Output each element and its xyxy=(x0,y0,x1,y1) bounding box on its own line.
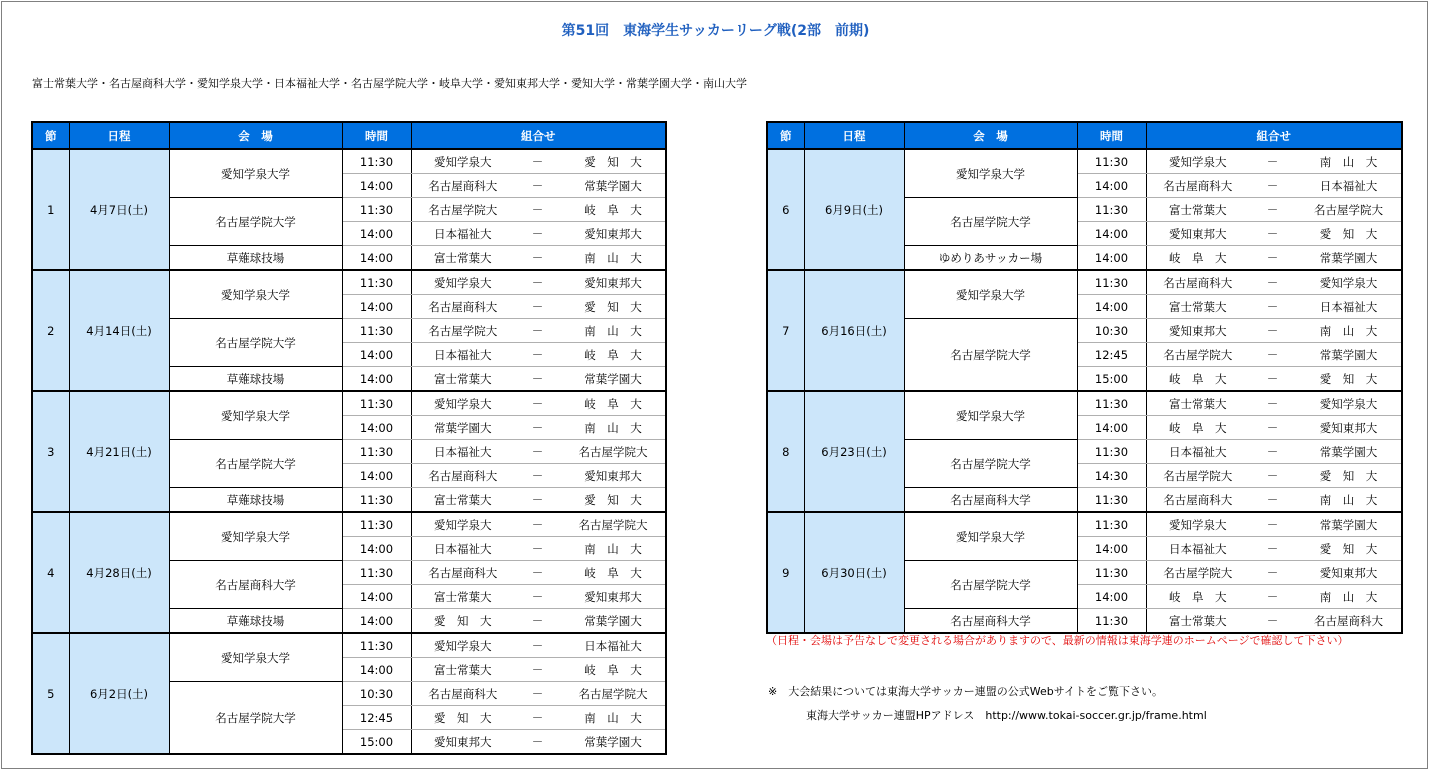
venue: ゆめりあサッカー場 xyxy=(904,246,1077,271)
away-team: 愛 知 大 xyxy=(1296,222,1402,246)
venue: 愛知学泉大学 xyxy=(169,149,342,198)
versus-dash: － xyxy=(1249,416,1296,440)
versus-dash: － xyxy=(514,319,561,343)
home-team: 富士常葉大 xyxy=(411,367,514,392)
venue: 愛知学泉大学 xyxy=(904,149,1077,198)
round-number: 1 xyxy=(32,149,69,270)
round-number: 2 xyxy=(32,270,69,391)
versus-dash: － xyxy=(514,464,561,488)
round-number: 6 xyxy=(767,149,804,270)
away-team: 岐 阜 大 xyxy=(561,343,666,367)
venue: 名古屋学院大学 xyxy=(904,319,1077,392)
table-header-row xyxy=(767,122,1402,149)
match-date: 6月30日(土) xyxy=(804,512,904,633)
home-team: 岐 阜 大 xyxy=(1146,416,1249,440)
versus-dash: － xyxy=(1249,512,1296,537)
header-time: 時間 xyxy=(342,122,411,149)
header-match: 組合せ xyxy=(411,122,666,149)
away-team: 名古屋学院大 xyxy=(561,440,666,464)
venue: 草薙球技場 xyxy=(169,609,342,634)
versus-dash: － xyxy=(514,488,561,513)
away-team: 名古屋学院大 xyxy=(1296,198,1402,222)
home-team: 日本福祉大 xyxy=(411,222,514,246)
kickoff-time: 11:30 xyxy=(1077,440,1146,464)
away-team: 南 山 大 xyxy=(1296,149,1402,174)
venue: 愛知学泉大学 xyxy=(169,633,342,682)
away-team: 常葉学園大 xyxy=(561,609,666,634)
versus-dash: － xyxy=(1249,537,1296,561)
kickoff-time: 11:30 xyxy=(342,198,411,222)
home-team: 名古屋商科大 xyxy=(411,561,514,585)
away-team: 南 山 大 xyxy=(561,416,666,440)
away-team: 愛知東邦大 xyxy=(561,270,666,295)
versus-dash: － xyxy=(1249,270,1296,295)
away-team: 常葉学園大 xyxy=(1296,440,1402,464)
home-team: 名古屋商科大 xyxy=(1146,488,1249,513)
versus-dash: － xyxy=(1249,149,1296,174)
home-team: 富士常葉大 xyxy=(1146,391,1249,416)
venue: 愛知学泉大学 xyxy=(904,270,1077,319)
kickoff-time: 11:30 xyxy=(1077,198,1146,222)
away-team: 愛知学泉大 xyxy=(1296,270,1402,295)
home-team: 愛知学泉大 xyxy=(411,633,514,658)
home-team: 名古屋学院大 xyxy=(1146,343,1249,367)
kickoff-time: 14:00 xyxy=(342,367,411,392)
home-team: 名古屋商科大 xyxy=(411,682,514,706)
home-team: 富士常葉大 xyxy=(1146,295,1249,319)
versus-dash: － xyxy=(1249,343,1296,367)
versus-dash: － xyxy=(514,174,561,198)
home-team: 名古屋商科大 xyxy=(411,174,514,198)
away-team: 日本福祉大 xyxy=(561,633,666,658)
round-number: 7 xyxy=(767,270,804,391)
versus-dash: － xyxy=(514,343,561,367)
table-row xyxy=(767,149,1402,174)
table-row xyxy=(32,149,666,174)
kickoff-time: 14:00 xyxy=(1077,585,1146,609)
kickoff-time: 11:30 xyxy=(342,149,411,174)
kickoff-time: 14:00 xyxy=(342,658,411,682)
away-team: 愛知学泉大 xyxy=(1296,391,1402,416)
away-team: 愛知東邦大 xyxy=(1296,561,1402,585)
round-number: 4 xyxy=(32,512,69,633)
away-team: 岐 阜 大 xyxy=(561,198,666,222)
versus-dash: － xyxy=(514,198,561,222)
kickoff-time: 11:30 xyxy=(1077,270,1146,295)
venue: 愛知学泉大学 xyxy=(169,391,342,440)
versus-dash: － xyxy=(514,682,561,706)
versus-dash: － xyxy=(1249,391,1296,416)
versus-dash: － xyxy=(514,633,561,658)
kickoff-time: 11:30 xyxy=(342,391,411,416)
kickoff-time: 14:00 xyxy=(342,222,411,246)
header-date: 日程 xyxy=(69,122,169,149)
versus-dash: － xyxy=(1249,246,1296,271)
kickoff-time: 14:00 xyxy=(342,609,411,634)
away-team: 愛 知 大 xyxy=(561,488,666,513)
match-date: 6月16日(土) xyxy=(804,270,904,391)
home-team: 愛 知 大 xyxy=(411,706,514,730)
kickoff-time: 15:00 xyxy=(1077,367,1146,392)
away-team: 南 山 大 xyxy=(561,319,666,343)
federation-url: 東海大学サッカー連盟HPアドレス http://www.tokai-soccer.gr.jp/frame.html xyxy=(806,709,1207,722)
header-round: 節 xyxy=(767,122,804,149)
versus-dash: － xyxy=(514,222,561,246)
header-venue: 会 場 xyxy=(169,122,342,149)
venue: 名古屋学院大学 xyxy=(904,198,1077,246)
venue: 愛知学泉大学 xyxy=(904,391,1077,440)
away-team: 常葉学園大 xyxy=(1296,246,1402,271)
kickoff-time: 14:00 xyxy=(1077,295,1146,319)
away-team: 名古屋商科大 xyxy=(1296,609,1402,634)
kickoff-time: 10:30 xyxy=(342,682,411,706)
away-team: 南 山 大 xyxy=(1296,488,1402,513)
away-team: 愛 知 大 xyxy=(561,295,666,319)
versus-dash: － xyxy=(514,149,561,174)
kickoff-time: 14:00 xyxy=(342,246,411,271)
away-team: 愛知東邦大 xyxy=(561,585,666,609)
home-team: 名古屋学院大 xyxy=(1146,561,1249,585)
home-team: 愛知東邦大 xyxy=(1146,319,1249,343)
versus-dash: － xyxy=(514,706,561,730)
home-team: 愛知学泉大 xyxy=(411,149,514,174)
away-team: 日本福祉大 xyxy=(1296,295,1402,319)
schedule-change-notice: （日程・会場は予告なしで変更される場合がありますので、最新の情報は東海学連のホームページで確認して下さい） xyxy=(766,634,1349,647)
schedule-table-rounds-6-9 xyxy=(766,121,1403,634)
venue: 愛知学泉大学 xyxy=(169,270,342,319)
table-row xyxy=(32,270,666,295)
away-team: 岐 阜 大 xyxy=(561,391,666,416)
header-match: 組合せ xyxy=(1146,122,1402,149)
header-time: 時間 xyxy=(1077,122,1146,149)
home-team: 名古屋商科大 xyxy=(411,464,514,488)
away-team: 日本福祉大 xyxy=(1296,174,1402,198)
versus-dash: － xyxy=(514,537,561,561)
round-number: 3 xyxy=(32,391,69,512)
kickoff-time: 11:30 xyxy=(1077,561,1146,585)
kickoff-time: 14:00 xyxy=(342,295,411,319)
away-team: 常葉学園大 xyxy=(1296,343,1402,367)
venue: 名古屋学院大学 xyxy=(169,440,342,488)
home-team: 愛知学泉大 xyxy=(411,512,514,537)
home-team: 岐 阜 大 xyxy=(1146,246,1249,271)
match-date: 6月9日(土) xyxy=(804,149,904,270)
away-team: 愛 知 大 xyxy=(561,149,666,174)
home-team: 名古屋商科大 xyxy=(1146,270,1249,295)
home-team: 富士常葉大 xyxy=(411,585,514,609)
versus-dash: － xyxy=(1249,440,1296,464)
versus-dash: － xyxy=(1249,488,1296,513)
home-team: 日本福祉大 xyxy=(1146,440,1249,464)
away-team: 愛 知 大 xyxy=(1296,367,1402,392)
home-team: 常葉学園大 xyxy=(411,416,514,440)
versus-dash: － xyxy=(514,440,561,464)
versus-dash: － xyxy=(514,585,561,609)
away-team: 南 山 大 xyxy=(1296,585,1402,609)
kickoff-time: 14:00 xyxy=(1077,537,1146,561)
table-row xyxy=(767,270,1402,295)
kickoff-time: 11:30 xyxy=(342,512,411,537)
venue: 名古屋学院大学 xyxy=(904,440,1077,488)
away-team: 岐 阜 大 xyxy=(561,658,666,682)
home-team: 愛知学泉大 xyxy=(1146,512,1249,537)
table-row xyxy=(32,633,666,658)
kickoff-time: 14:00 xyxy=(1077,416,1146,440)
versus-dash: － xyxy=(514,246,561,271)
home-team: 愛知学泉大 xyxy=(1146,149,1249,174)
versus-dash: － xyxy=(1249,561,1296,585)
away-team: 愛知東邦大 xyxy=(561,464,666,488)
results-notice: ※ 大会結果については東海大学サッカー連盟の公式Webサイトをご覧下さい。 xyxy=(768,685,1163,698)
match-date: 6月23日(土) xyxy=(804,391,904,512)
versus-dash: － xyxy=(1249,585,1296,609)
round-number: 5 xyxy=(32,633,69,754)
venue: 名古屋学院大学 xyxy=(169,198,342,246)
venue: 名古屋学院大学 xyxy=(169,319,342,367)
table-row xyxy=(32,512,666,537)
away-team: 南 山 大 xyxy=(561,246,666,271)
versus-dash: － xyxy=(1249,198,1296,222)
match-date: 4月21日(土) xyxy=(69,391,169,512)
away-team: 常葉学園大 xyxy=(561,367,666,392)
table-header-row xyxy=(32,122,666,149)
kickoff-time: 14:00 xyxy=(342,585,411,609)
home-team: 名古屋商科大 xyxy=(1146,174,1249,198)
participating-teams: 富士常葉大学・名古屋商科大学・愛知学泉大学・日本福祉大学・名古屋学院大学・岐阜大学・愛知東邦大学・愛知大学・常葉学園大学・南山大学 xyxy=(32,77,747,90)
home-team: 富士常葉大 xyxy=(411,658,514,682)
versus-dash: － xyxy=(1249,609,1296,634)
match-date: 4月28日(土) xyxy=(69,512,169,633)
venue: 愛知学泉大学 xyxy=(169,512,342,561)
versus-dash: － xyxy=(514,367,561,392)
kickoff-time: 11:30 xyxy=(1077,149,1146,174)
away-team: 名古屋学院大 xyxy=(561,682,666,706)
kickoff-time: 11:30 xyxy=(342,440,411,464)
away-team: 愛知東邦大 xyxy=(1296,416,1402,440)
home-team: 日本福祉大 xyxy=(411,343,514,367)
home-team: 愛知学泉大 xyxy=(411,270,514,295)
versus-dash: － xyxy=(1249,319,1296,343)
home-team: 愛知東邦大 xyxy=(411,730,514,755)
match-date: 4月14日(土) xyxy=(69,270,169,391)
header-venue: 会 場 xyxy=(904,122,1077,149)
kickoff-time: 11:30 xyxy=(342,633,411,658)
versus-dash: － xyxy=(514,609,561,634)
home-team: 岐 阜 大 xyxy=(1146,585,1249,609)
table-row xyxy=(32,391,666,416)
kickoff-time: 11:30 xyxy=(1077,512,1146,537)
home-team: 名古屋学院大 xyxy=(411,319,514,343)
venue: 愛知学泉大学 xyxy=(904,512,1077,561)
home-team: 愛 知 大 xyxy=(411,609,514,634)
versus-dash: － xyxy=(1249,464,1296,488)
kickoff-time: 14:00 xyxy=(342,464,411,488)
home-team: 名古屋学院大 xyxy=(1146,464,1249,488)
kickoff-time: 11:30 xyxy=(1077,391,1146,416)
away-team: 愛 知 大 xyxy=(1296,537,1402,561)
venue: 草薙球技場 xyxy=(169,246,342,271)
kickoff-time: 10:30 xyxy=(1077,319,1146,343)
away-team: 愛 知 大 xyxy=(1296,464,1402,488)
kickoff-time: 14:00 xyxy=(342,416,411,440)
kickoff-time: 14:00 xyxy=(1077,246,1146,271)
venue: 名古屋学院大学 xyxy=(904,561,1077,609)
home-team: 日本福祉大 xyxy=(1146,537,1249,561)
venue: 名古屋学院大学 xyxy=(169,682,342,755)
kickoff-time: 14:00 xyxy=(1077,174,1146,198)
kickoff-time: 14:00 xyxy=(342,537,411,561)
kickoff-time: 14:00 xyxy=(1077,222,1146,246)
kickoff-time: 11:30 xyxy=(342,561,411,585)
page-title: 第51回 東海学生サッカーリーグ戦(2部 前期) xyxy=(561,23,870,39)
kickoff-time: 14:00 xyxy=(342,343,411,367)
versus-dash: － xyxy=(1249,222,1296,246)
venue: 名古屋商科大学 xyxy=(904,488,1077,513)
home-team: 日本福祉大 xyxy=(411,440,514,464)
venue: 名古屋商科大学 xyxy=(904,609,1077,634)
versus-dash: － xyxy=(514,295,561,319)
venue: 草薙球技場 xyxy=(169,367,342,392)
schedule-table-rounds-1-5 xyxy=(31,121,667,755)
home-team: 富士常葉大 xyxy=(411,246,514,271)
header-date: 日程 xyxy=(804,122,904,149)
kickoff-time: 14:30 xyxy=(1077,464,1146,488)
versus-dash: － xyxy=(1249,174,1296,198)
table-row xyxy=(767,391,1402,416)
kickoff-time: 11:30 xyxy=(342,488,411,513)
venue: 草薙球技場 xyxy=(169,488,342,513)
home-team: 名古屋商科大 xyxy=(411,295,514,319)
home-team: 愛知学泉大 xyxy=(411,391,514,416)
away-team: 岐 阜 大 xyxy=(561,561,666,585)
home-team: 富士常葉大 xyxy=(1146,198,1249,222)
venue: 名古屋商科大学 xyxy=(169,561,342,609)
home-team: 愛知東邦大 xyxy=(1146,222,1249,246)
match-date: 6月2日(土) xyxy=(69,633,169,754)
kickoff-time: 14:00 xyxy=(342,174,411,198)
kickoff-time: 11:30 xyxy=(1077,488,1146,513)
round-number: 9 xyxy=(767,512,804,633)
home-team: 日本福祉大 xyxy=(411,537,514,561)
versus-dash: － xyxy=(1249,295,1296,319)
home-team: 岐 阜 大 xyxy=(1146,367,1249,392)
kickoff-time: 15:00 xyxy=(342,730,411,755)
away-team: 常葉学園大 xyxy=(1296,512,1402,537)
away-team: 南 山 大 xyxy=(561,706,666,730)
home-team: 名古屋学院大 xyxy=(411,198,514,222)
kickoff-time: 11:30 xyxy=(342,319,411,343)
away-team: 愛知東邦大 xyxy=(561,222,666,246)
versus-dash: － xyxy=(514,730,561,755)
kickoff-time: 12:45 xyxy=(1077,343,1146,367)
match-date: 4月7日(土) xyxy=(69,149,169,270)
versus-dash: － xyxy=(1249,367,1296,392)
away-team: 常葉学園大 xyxy=(561,174,666,198)
home-team: 富士常葉大 xyxy=(411,488,514,513)
versus-dash: － xyxy=(514,658,561,682)
versus-dash: － xyxy=(514,416,561,440)
round-number: 8 xyxy=(767,391,804,512)
away-team: 名古屋学院大 xyxy=(561,512,666,537)
away-team: 南 山 大 xyxy=(561,537,666,561)
versus-dash: － xyxy=(514,270,561,295)
kickoff-time: 12:45 xyxy=(342,706,411,730)
header-round: 節 xyxy=(32,122,69,149)
away-team: 南 山 大 xyxy=(1296,319,1402,343)
kickoff-time: 11:30 xyxy=(342,270,411,295)
table-row xyxy=(767,512,1402,537)
home-team: 富士常葉大 xyxy=(1146,609,1249,634)
versus-dash: － xyxy=(514,391,561,416)
versus-dash: － xyxy=(514,512,561,537)
versus-dash: － xyxy=(514,561,561,585)
kickoff-time: 11:30 xyxy=(1077,609,1146,634)
away-team: 常葉学園大 xyxy=(561,730,666,755)
